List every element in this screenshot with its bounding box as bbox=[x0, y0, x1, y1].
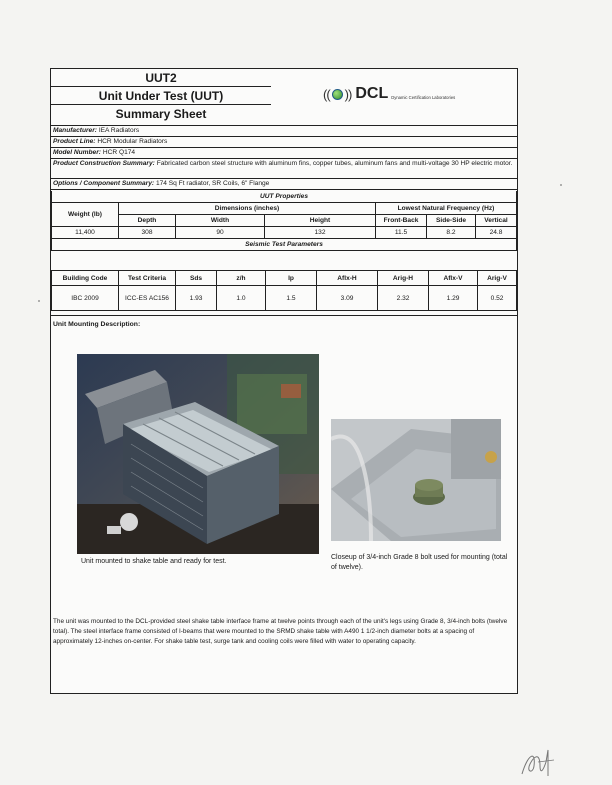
field-value: HCR Q174 bbox=[102, 149, 136, 156]
seismic-parameters-table bbox=[51, 270, 517, 311]
field-label: Product Construction Summary: bbox=[53, 160, 155, 167]
field-value: 174 Sq Ft radiator, SR Coils, 6" Flange bbox=[155, 180, 270, 187]
column-header: Building Code bbox=[52, 271, 119, 286]
page-subtitle: Summary Sheet bbox=[115, 107, 207, 121]
construction-summary-row bbox=[51, 159, 517, 179]
product-line-row bbox=[51, 137, 517, 148]
dimensions-header: Dimensions (inches) bbox=[119, 203, 376, 215]
signal-waves-icon: (( bbox=[323, 86, 330, 102]
field-label: Options / Component Summary: bbox=[53, 180, 155, 187]
page-title: Unit Under Test (UUT) bbox=[98, 89, 224, 103]
table-cell: 1.0 bbox=[217, 286, 266, 311]
column-header: Side-Side bbox=[427, 215, 476, 227]
field-value: IEA Radiators bbox=[98, 127, 140, 134]
table-cell: 1.93 bbox=[176, 286, 217, 311]
column-header: Width bbox=[176, 215, 265, 227]
dcl-logo bbox=[323, 85, 455, 103]
weight-header: Weight (lb) bbox=[52, 203, 119, 227]
unit-id: UUT2 bbox=[145, 71, 177, 85]
header-titles bbox=[51, 69, 271, 85]
column-header: Aflx-H bbox=[317, 271, 378, 286]
field-label: Manufacturer: bbox=[53, 127, 97, 134]
table-rule bbox=[51, 312, 517, 316]
column-header: Front-Back bbox=[376, 215, 427, 227]
front-back-value: 11.5 bbox=[376, 227, 427, 239]
scan-speck bbox=[560, 184, 562, 186]
field-value: HCR Modular Radiators bbox=[97, 138, 168, 145]
column-header: Depth bbox=[119, 215, 176, 227]
shake-table-photo bbox=[77, 354, 319, 554]
logo-subtitle: Dynamic Certification Laboratories bbox=[391, 94, 456, 100]
table-cell: 0.52 bbox=[478, 286, 517, 311]
signal-waves-icon: )) bbox=[344, 86, 352, 102]
mounting-label: Unit Mounting Description: bbox=[53, 321, 141, 328]
side-side-value: 8.2 bbox=[427, 227, 476, 239]
section-title: Seismic Test Parameters bbox=[52, 239, 517, 251]
column-header: Arig-H bbox=[378, 271, 429, 286]
options-summary-row bbox=[51, 179, 517, 190]
scan-speck bbox=[38, 300, 40, 302]
sheet-header bbox=[51, 69, 517, 126]
uut-properties-table bbox=[51, 191, 517, 251]
mounting-description: The unit was mounted to the DCL-provided steel shake table interface frame at twelve points through each of the unit's legs using Grade 8, 3/4-inch bolts (twelve total). The steel interface frame consisted of I-beams that were mounted to the SRMD shake table with A490 1 1/2-inch diameter bolts at a spacing of approximately 12-inches on-center. For shake table test, surge tank and cooling coils were filled with water to operating capacity. bbox=[53, 618, 508, 645]
column-header: Vertical bbox=[476, 215, 517, 227]
width-value: 90 bbox=[176, 227, 265, 239]
vertical-value: 24.8 bbox=[476, 227, 517, 239]
column-header: z/h bbox=[217, 271, 266, 286]
field-label: Product Line: bbox=[53, 138, 96, 145]
column-header: Sds bbox=[176, 271, 217, 286]
table-cell: ICC-ES AC156 bbox=[119, 286, 176, 311]
model-number-row bbox=[51, 148, 517, 159]
height-value: 132 bbox=[265, 227, 376, 239]
table-cell: 2.32 bbox=[378, 286, 429, 311]
manufacturer-row bbox=[51, 126, 517, 137]
field-value: Fabricated carbon steel structure with aluminum fins, copper tubes, aluminum fans and multi-voltage 30 HP electric motor. bbox=[156, 160, 513, 167]
column-header: Aflx-V bbox=[429, 271, 478, 286]
logo-name: DCL bbox=[355, 85, 389, 102]
bolt-closeup-photo bbox=[331, 419, 501, 541]
table-cell: 1.5 bbox=[266, 286, 317, 311]
globe-icon bbox=[332, 89, 343, 100]
frequency-header: Lowest Natural Frequency (Hz) bbox=[376, 203, 517, 215]
table-cell: 1.29 bbox=[429, 286, 478, 311]
column-header: Height bbox=[265, 215, 376, 227]
signature bbox=[518, 744, 558, 785]
depth-value: 308 bbox=[119, 227, 176, 239]
summary-sheet bbox=[50, 68, 518, 694]
table-cell: 3.09 bbox=[317, 286, 378, 311]
photo-caption: Unit mounted to shake table and ready for test. bbox=[81, 558, 227, 565]
header-rule bbox=[51, 104, 271, 105]
field-label: Model Number: bbox=[53, 149, 101, 156]
header-rule bbox=[51, 86, 271, 87]
column-header: Ip bbox=[266, 271, 317, 286]
weight-value: 11,400 bbox=[52, 227, 119, 239]
section-title: UUT Properties bbox=[52, 191, 517, 203]
column-header: Arig-V bbox=[478, 271, 517, 286]
column-header: Test Criteria bbox=[119, 271, 176, 286]
table-cell: IBC 2009 bbox=[52, 286, 119, 311]
photo-caption: Closeup of 3/4-inch Grade 8 bolt used for mounting (total of twelve). bbox=[331, 554, 508, 571]
